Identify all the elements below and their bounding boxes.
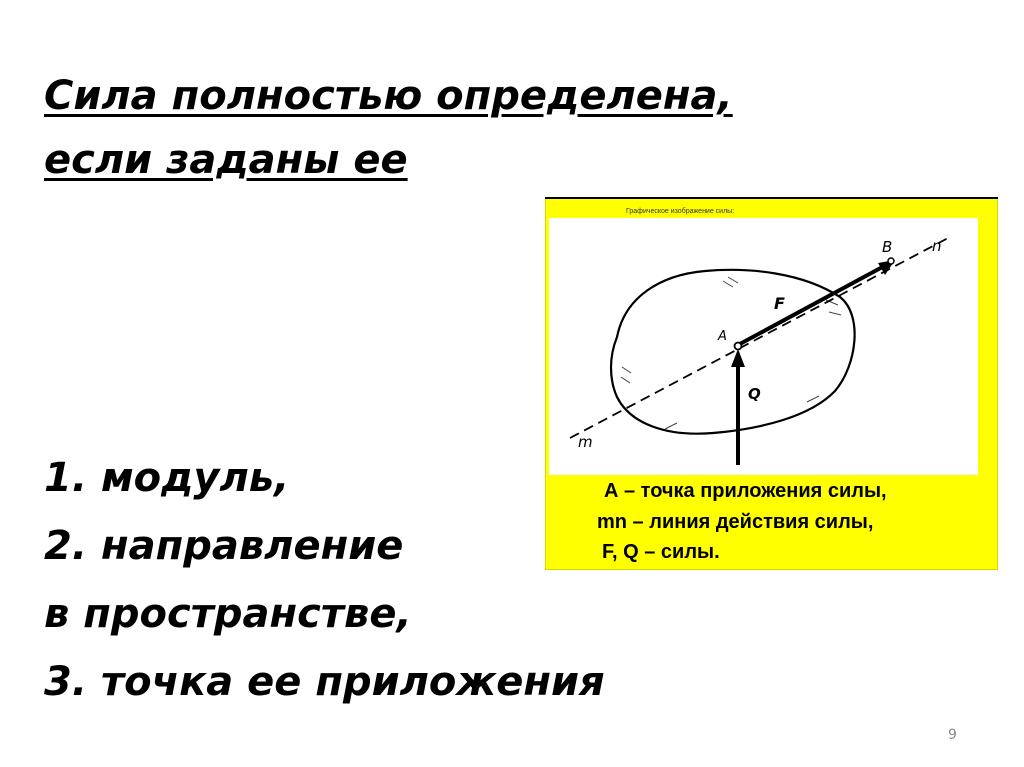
diagram-caption: Графическое изображение силы:: [626, 208, 735, 215]
list-item-direction-continued: в пространстве,: [44, 591, 412, 637]
legend-line-2: mn – линия действия силы,: [597, 511, 874, 533]
label-m: m: [578, 433, 593, 451]
label-f: F: [774, 294, 785, 313]
legend-line-3: F, Q – силы.: [602, 541, 720, 563]
label-b: B: [882, 238, 893, 256]
slide-number: 9: [948, 727, 957, 743]
label-a: A: [718, 329, 727, 344]
force-diagram: [545, 197, 998, 570]
title-line-1: Сила полностью определена,: [44, 73, 733, 119]
legend-line-1: А – точка приложения силы,: [604, 480, 887, 502]
list-item-direction: 2. направление: [44, 523, 404, 569]
slide-title: [44, 64, 733, 192]
label-n: n: [932, 237, 942, 255]
point-b: [888, 258, 894, 264]
list-item-modulus: 1. модуль,: [44, 455, 290, 501]
label-q: Q: [748, 385, 761, 403]
title-line-2: если заданы ее: [44, 137, 408, 183]
property-list: [44, 444, 605, 716]
list-item-application-point: 3. точка ее приложения: [44, 659, 605, 705]
point-a: [735, 343, 742, 350]
